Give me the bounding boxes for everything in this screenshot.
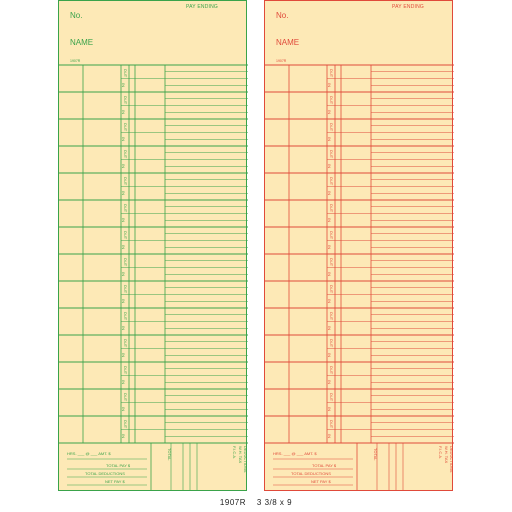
cell-out-label: OUT [123, 419, 129, 428]
total-pay-label: TOTAL PAY $ [106, 463, 131, 468]
cell-in-label: IN [121, 353, 126, 358]
timecard-grid [265, 1, 454, 492]
cell-in-label: IN [121, 137, 126, 142]
cell-in-label: IN [121, 272, 126, 277]
number-label: No. [70, 11, 83, 20]
caption [0, 498, 512, 507]
cell-out-label: OUT [329, 230, 335, 239]
form-number: 1907R [70, 59, 81, 63]
cell-out-label: OUT [123, 203, 129, 212]
cell-in-label: IN [327, 245, 332, 250]
number-label: No. [276, 11, 289, 20]
cell-in-label: IN [327, 164, 332, 169]
cell-out-label: OUT [329, 149, 335, 158]
cell-in-label: IN [121, 326, 126, 331]
cell-in-label: IN [327, 299, 332, 304]
cell-in-label: IN [327, 407, 332, 412]
wh-tax-label: W.H. TAX [444, 446, 449, 464]
timecard-grid [59, 1, 248, 492]
cell-out-label: OUT [329, 392, 335, 401]
pay-ending-label: PAY ENDING [185, 4, 218, 10]
cell-out-label: OUT [123, 230, 129, 239]
cell-out-label: OUT [123, 392, 129, 401]
cell-in-label: IN [327, 434, 332, 439]
cell-in-label: IN [121, 407, 126, 412]
caption-size: 3 3/8 x 9 [256, 498, 293, 507]
cell-in-label: IN [327, 218, 332, 223]
cell-out-label: OUT [329, 311, 335, 320]
cell-out-label: OUT [329, 95, 335, 104]
cell-out-label: OUT [123, 257, 129, 266]
cell-out-label: OUT [329, 257, 335, 266]
total-deductions-label: TOTAL DEDUCTIONS [291, 471, 331, 476]
wh-tax-label: W.H. TAX [238, 446, 243, 464]
cell-in-label: IN [327, 380, 332, 385]
cell-in-label: IN [327, 191, 332, 196]
hours-label: HRS. ___ @ ___ AMT. $ [273, 451, 317, 456]
cell-in-label: IN [121, 245, 126, 250]
cell-in-label: IN [327, 110, 332, 115]
cell-out-label: OUT [329, 122, 335, 131]
pay-ending-label: PAY ENDING [391, 4, 424, 10]
cell-in-label: IN [327, 326, 332, 331]
deductions-label: DEDUCTIONS [243, 446, 248, 473]
deductions-label: DEDUCTIONS [449, 446, 454, 473]
cell-out-label: OUT [123, 122, 129, 131]
net-pay-label: NET PAY $ [105, 479, 125, 484]
cell-out-label: OUT [329, 338, 335, 347]
total-deductions-label: TOTAL DEDUCTIONS [85, 471, 125, 476]
cell-out-label: OUT [329, 68, 335, 77]
cell-in-label: IN [327, 353, 332, 358]
cell-out-label: OUT [123, 95, 129, 104]
name-label: NAME [70, 38, 94, 47]
cell-out-label: OUT [329, 365, 335, 374]
cell-out-label: OUT [123, 149, 129, 158]
total-label: TOTAL [373, 448, 378, 461]
fica-label: F.I.C.A. [438, 446, 443, 460]
total-pay-label: TOTAL PAY $ [312, 463, 337, 468]
cell-in-label: IN [121, 164, 126, 169]
timecard-green [58, 0, 247, 491]
cell-in-label: IN [121, 83, 126, 88]
cell-in-label: IN [327, 272, 332, 277]
cell-out-label: OUT [329, 203, 335, 212]
cell-in-label: IN [121, 218, 126, 223]
fica-label: F.I.C.A. [232, 446, 237, 460]
total-label: TOTAL [167, 448, 172, 461]
cell-out-label: OUT [329, 284, 335, 293]
hours-label: HRS. ___ @ ___ AMT. $ [67, 451, 111, 456]
cell-out-label: OUT [123, 338, 129, 347]
cell-out-label: OUT [329, 419, 335, 428]
cell-in-label: IN [121, 380, 126, 385]
name-label: NAME [276, 38, 300, 47]
net-pay-label: NET PAY $ [311, 479, 331, 484]
cell-out-label: OUT [123, 176, 129, 185]
timecard-red [264, 0, 453, 491]
cell-out-label: OUT [123, 365, 129, 374]
cell-in-label: IN [121, 191, 126, 196]
cell-out-label: OUT [123, 311, 129, 320]
caption-model: 1907R [219, 498, 246, 507]
cell-out-label: OUT [123, 68, 129, 77]
cell-in-label: IN [121, 299, 126, 304]
cell-in-label: IN [121, 110, 126, 115]
form-number: 1907R [276, 59, 287, 63]
cell-in-label: IN [327, 137, 332, 142]
cell-in-label: IN [121, 434, 126, 439]
cell-out-label: OUT [329, 176, 335, 185]
cell-in-label: IN [327, 83, 332, 88]
cell-out-label: OUT [123, 284, 129, 293]
